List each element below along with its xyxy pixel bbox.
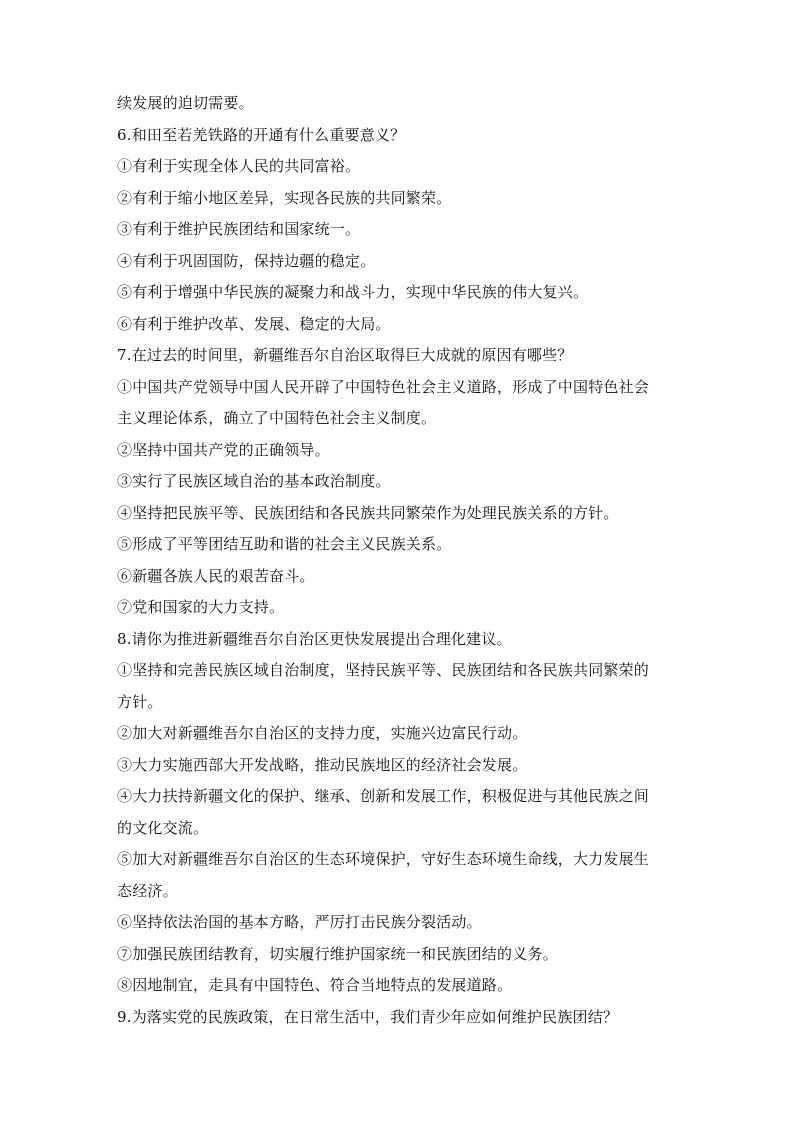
- answer-line: ⑤加大对新疆维吾尔自治区的生态环境保护，守好生态环境生命线，大力发展生: [117, 850, 650, 868]
- answer-line: 的文化交流。: [117, 818, 209, 837]
- answer-line: 态经济。: [117, 881, 178, 900]
- answer-line: ②加大对新疆维吾尔自治区的支持力度，实施兴边富民行动。: [117, 724, 528, 742]
- answer-line: ④有利于巩固国防，保持边疆的稳定。: [117, 251, 376, 270]
- answer-line: 主义理论体系，确立了中国特色社会主义制度。: [117, 409, 437, 427]
- answer-line: ①中国共产党领导中国人民开辟了中国特色社会主义道路，形成了中国特色社会: [117, 377, 650, 396]
- answer-line: ⑥坚持依法治国的基本方略，严厉打击民族分裂活动。: [117, 913, 482, 931]
- answer-line: ⑤有利于增强中华民族的凝聚力和战斗力，实现中华民族的伟大复兴。: [117, 283, 589, 301]
- question-9: 9.为落实党的民族政策，在日常生活中，我们青少年应如何维护民族团结？: [117, 1007, 619, 1026]
- answer-line: ⑥有利于维护改革、发展、稳定的大局。: [117, 314, 391, 333]
- answer-line: ③有利于维护民族团结和国家统一。: [117, 220, 361, 238]
- document-body: [117, 88, 677, 1033]
- answer-line: ⑧因地制宜，走具有中国特色、符合当地特点的发展道路。: [117, 976, 513, 994]
- answer-line: ①有利于实现全体人民的共同富裕。: [117, 157, 361, 175]
- answer-line: ⑥新疆各族人民的艰苦奋斗。: [117, 566, 315, 585]
- question-8: 8.请你为推进新疆维吾尔自治区更快发展提出合理化建议。: [117, 629, 512, 648]
- answer-line: ⑤形成了平等团结互助和谐的社会主义民族关系。: [117, 535, 452, 553]
- text-line: 续发展的迫切需要。: [117, 94, 254, 112]
- answer-line: ⑦党和国家的大力支持。: [117, 598, 285, 616]
- answer-line: ④坚持把民族平等、民族团结和各民族共同繁荣作为处理民族关系的方针。: [117, 503, 619, 522]
- answer-line: ①坚持和完善民族区域自治制度，坚持民族平等、民族团结和各民族共同繁荣的: [117, 661, 650, 679]
- answer-line: ③实行了民族区域自治的基本政治制度。: [117, 472, 391, 490]
- answer-line: ④大力扶持新疆文化的保护、继承、创新和发展工作，积极促进与其他民族之间: [117, 787, 650, 805]
- answer-line: ②坚持中国共产党的正确领导。: [117, 440, 330, 459]
- question-6: 6.和田至若羌铁路的开通有什么重要意义？: [117, 125, 406, 144]
- question-7: 7.在过去的时间里，新疆维吾尔自治区取得巨大成就的原因有哪些？: [117, 346, 573, 364]
- answer-line: 方针。: [117, 692, 163, 711]
- answer-line: ③大力实施西部大开发战略，推动民族地区的经济社会发展。: [117, 755, 528, 774]
- answer-line: ②有利于缩小地区差异，实现各民族的共同繁荣。: [117, 188, 452, 207]
- answer-line: ⑦加强民族团结教育，切实履行维护国家统一和民族团结的义务。: [117, 944, 558, 963]
